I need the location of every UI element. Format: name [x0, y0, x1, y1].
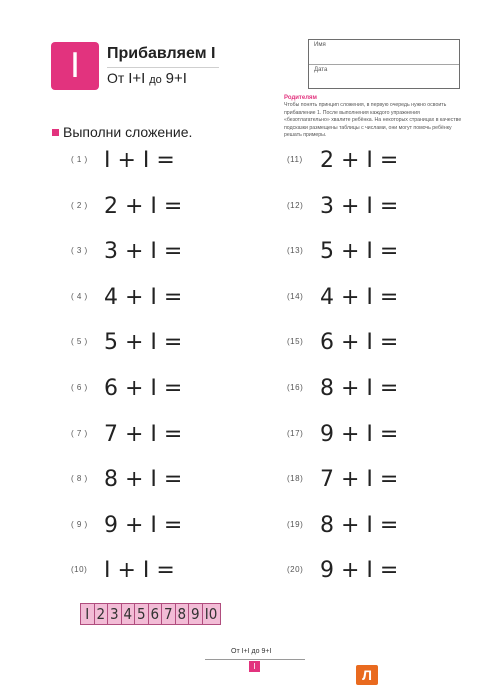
exercise-number: (10) — [71, 565, 88, 575]
exercise-number: (14) — [287, 291, 304, 301]
exercise-number: (17) — [287, 428, 304, 438]
parents-note-text: Чтобы понять принцип сложения, в первую очередь нужно освоить прибавление 1. После выполнения каждого упражнения «безотлагательно» хвалите ребёнка. На некоторых страницах в качестве подсказки размещены таблицы с числами, они могут помочь ребёнку решать примеры. — [284, 102, 462, 139]
exercise-item — [71, 376, 221, 402]
lesson-number-badge: I — [51, 42, 99, 90]
page-number: I — [249, 661, 260, 672]
exercise-item — [287, 330, 437, 356]
exercise-number: (15) — [287, 337, 304, 347]
exercise-expression: 5 + I = — [104, 330, 183, 356]
exercise-expression: 9 + I = — [320, 558, 399, 584]
name-label: Имя — [314, 42, 326, 48]
number-strip-cell: I0 — [204, 605, 218, 623]
number-strip-cell: 3 — [108, 604, 122, 624]
exercise-expression: I + I = — [104, 558, 175, 584]
exercise-expression: 6 + I = — [104, 376, 183, 401]
exercise-expression: 3 + I = — [104, 239, 183, 265]
exercise-number: (20) — [287, 565, 304, 575]
lesson-subtitle — [107, 70, 187, 87]
exercise-expression: 5 + I = — [320, 239, 399, 265]
exercise-number: (12) — [287, 200, 304, 210]
exercise-number: ( 7 ) — [71, 428, 88, 438]
exercise-item — [71, 148, 221, 174]
footer-caption: От I+I до 9+I — [231, 648, 272, 655]
exercise-number: (13) — [287, 246, 304, 256]
name-date-box — [308, 39, 460, 89]
exercise-expression: 9 + I = — [104, 512, 183, 538]
exercise-item — [71, 558, 221, 584]
subtitle-prefix: От — [107, 70, 125, 86]
exercise-number: (19) — [287, 519, 304, 529]
exercise-expression: 3 + I = — [320, 193, 399, 219]
instruction-text: Выполни сложение. — [63, 124, 193, 140]
exercise-number: ( 9 ) — [71, 519, 88, 529]
number-strip-cell: I — [81, 604, 95, 624]
subtitle-to: 9+I — [165, 70, 187, 87]
exercise-expression: 2 + I = — [104, 193, 183, 219]
exercise-item — [287, 239, 437, 265]
number-strip-cell: 2 — [95, 604, 109, 624]
exercise-item — [71, 239, 221, 265]
number-strip-cell: 8 — [176, 604, 190, 624]
exercise-item — [71, 422, 221, 448]
exercise-item — [287, 422, 437, 448]
exercise-number: ( 4 ) — [71, 291, 88, 301]
title-divider — [107, 67, 219, 68]
exercise-item — [287, 285, 437, 311]
exercise-number: (11) — [287, 155, 303, 164]
exercise-item — [71, 467, 221, 493]
exercise-item — [287, 376, 437, 402]
number-strip-cell: 6 — [149, 604, 163, 624]
exercise-item — [287, 558, 437, 584]
exercise-number: ( 2 ) — [71, 200, 88, 210]
name-field[interactable] — [309, 40, 459, 65]
number-strip-cell: 9 — [189, 604, 203, 624]
exercise-number: ( 3 ) — [71, 246, 88, 256]
number-strip — [80, 603, 221, 625]
number-strip-cell: 5 — [135, 604, 149, 624]
exercise-expression: 8 + I = — [320, 512, 399, 538]
number-strip-cell: 7 — [162, 604, 176, 624]
publisher-logo-icon: Л — [356, 665, 378, 685]
exercise-number: (18) — [287, 474, 304, 484]
exercise-item — [287, 513, 437, 539]
footer-divider — [205, 659, 305, 660]
exercise-number: ( 6 ) — [71, 383, 88, 392]
exercise-expression: 2 + I = — [320, 148, 399, 173]
exercise-expression: 7 + I = — [320, 467, 399, 493]
lesson-title: Прибавляем I — [107, 45, 216, 62]
exercise-expression: 4 + I = — [104, 284, 183, 310]
exercise-expression: 6 + I = — [320, 330, 399, 356]
exercise-expression: 7 + I = — [104, 421, 183, 447]
exercise-item — [71, 285, 221, 311]
instruction-bullet-icon — [52, 129, 59, 136]
date-field[interactable] — [309, 65, 459, 90]
number-strip-cell: 4 — [122, 604, 136, 624]
exercise-expression: 8 + I = — [320, 376, 399, 401]
date-label: Дата — [314, 67, 328, 73]
subtitle-from: I+I — [128, 70, 146, 87]
exercise-number: ( 1 ) — [71, 155, 88, 164]
exercise-number: ( 5 ) — [71, 337, 88, 347]
exercise-item — [71, 194, 221, 220]
exercise-number: (16) — [287, 383, 304, 392]
subtitle-mid: до — [149, 74, 162, 86]
exercise-expression: 9 + I = — [320, 421, 399, 447]
exercise-expression: I + I = — [104, 148, 175, 173]
exercise-expression: 8 + I = — [104, 467, 183, 493]
exercise-item — [71, 330, 221, 356]
exercise-number: ( 8 ) — [71, 474, 88, 484]
exercise-item — [71, 513, 221, 539]
parents-note-title: Родителям — [284, 95, 317, 101]
exercise-item — [287, 467, 437, 493]
exercise-item — [287, 194, 437, 220]
exercise-expression: 4 + I = — [320, 284, 399, 310]
exercise-item — [287, 148, 437, 174]
